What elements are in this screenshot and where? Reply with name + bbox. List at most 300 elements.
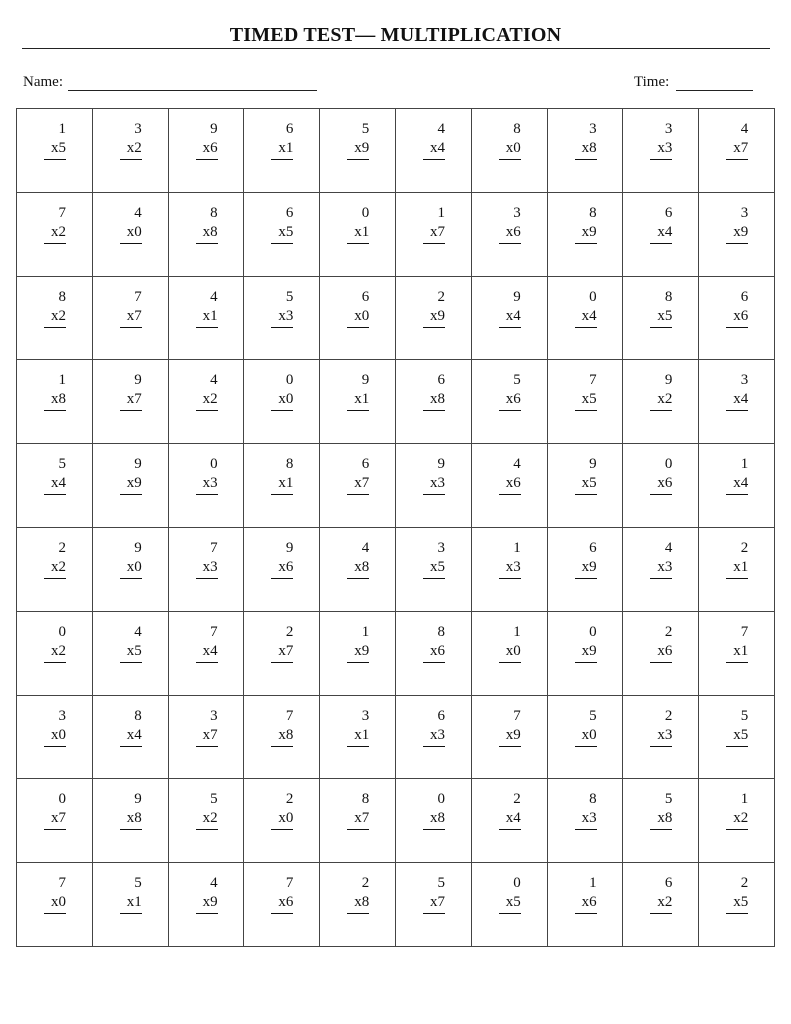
multiplier: x0 [499, 642, 521, 663]
multiplication-problem [499, 371, 521, 411]
multiplication-problem [44, 204, 66, 244]
multiplication-problem [423, 707, 445, 747]
problem-cell[interactable] [169, 444, 245, 528]
multiplicand: 4 [437, 121, 445, 137]
multiplication-problem [347, 707, 369, 747]
multiplication-problem [44, 790, 66, 830]
multiplier: x7 [423, 893, 445, 914]
multiplicand: 6 [437, 707, 445, 724]
multiplicand: 1 [513, 540, 521, 556]
multiplicand: 3 [589, 121, 597, 137]
multiplier: x4 [44, 474, 66, 495]
multiplication-problem [423, 120, 445, 160]
multiplier: x5 [499, 893, 521, 914]
multiplier: x4 [120, 726, 142, 747]
problem-cell[interactable] [623, 444, 699, 528]
multiplier: x3 [650, 139, 672, 160]
multiplier: x4 [575, 307, 597, 328]
multiplicand: 0 [58, 623, 66, 640]
problem-cell[interactable] [93, 360, 169, 444]
problem-cell[interactable] [93, 696, 169, 780]
multiplicand: 0 [664, 456, 673, 473]
problem-cell[interactable] [320, 109, 396, 193]
multiplier: x0 [120, 558, 142, 579]
multiplication-problem [575, 120, 597, 160]
multiplication-problem [726, 120, 748, 160]
multiplicand: 7 [58, 875, 66, 892]
multiplicand: 0 [589, 288, 597, 305]
multiplication-problem [196, 120, 218, 160]
problem-cell[interactable] [472, 696, 548, 780]
multiplicand: 9 [134, 372, 142, 389]
multiplier: x2 [650, 390, 672, 411]
multiplication-problem [650, 623, 672, 663]
multiplicand: 0 [437, 791, 445, 808]
problem-cell[interactable] [93, 193, 169, 277]
multiplier: x6 [726, 307, 748, 328]
multiplier: x5 [575, 474, 597, 495]
problem-cell[interactable] [244, 444, 320, 528]
multiplier: x6 [650, 474, 672, 495]
multiplication-problem [120, 623, 142, 663]
problem-cell[interactable] [396, 193, 472, 277]
multiplication-problem [120, 288, 142, 328]
multiplication-problem [423, 539, 445, 579]
multiplication-problem [347, 371, 369, 411]
multiplier: x0 [120, 223, 142, 244]
multiplicand: 1 [58, 121, 66, 137]
problem-cell[interactable] [244, 696, 320, 780]
multiplicand: 9 [134, 540, 142, 556]
multiplier: x8 [347, 893, 369, 914]
multiplication-problem [650, 204, 672, 244]
problem-cell[interactable] [623, 360, 699, 444]
multiplicand: 8 [361, 791, 370, 808]
problem-cell[interactable] [169, 109, 245, 193]
problem-cell[interactable] [699, 444, 775, 528]
multiplication-problem [423, 288, 445, 328]
problem-cell[interactable] [472, 528, 548, 612]
multiplicand: 5 [589, 707, 597, 724]
multiplicand: 6 [285, 204, 294, 221]
multiplication-problem [120, 539, 142, 579]
time-field[interactable] [676, 90, 753, 91]
multiplicand: 2 [664, 623, 673, 640]
problem-cell[interactable] [17, 360, 93, 444]
problem-cell[interactable] [17, 109, 93, 193]
multiplication-problem [196, 790, 218, 830]
problem-cell[interactable] [548, 360, 624, 444]
problem-cell[interactable] [320, 444, 396, 528]
multiplicand: 7 [134, 288, 142, 305]
multiplication-problem [650, 371, 672, 411]
multiplicand: 0 [210, 456, 218, 473]
problem-cell[interactable] [396, 360, 472, 444]
problem-cell[interactable] [396, 277, 472, 361]
multiplier: x1 [196, 307, 218, 328]
multiplication-problem [271, 874, 293, 914]
multiplicand: 7 [513, 707, 521, 724]
multiplicand: 4 [134, 204, 142, 221]
problem-cell[interactable] [244, 109, 320, 193]
problem-cell[interactable] [169, 360, 245, 444]
multiplication-problem [347, 120, 369, 160]
problem-cell[interactable] [396, 528, 472, 612]
multiplicand: 8 [589, 791, 597, 808]
problem-cell[interactable] [93, 277, 169, 361]
multiplicand: 1 [740, 456, 749, 473]
multiplier: x5 [575, 390, 597, 411]
problem-cell[interactable] [623, 612, 699, 696]
multiplicand: 2 [285, 791, 294, 808]
multiplier: x9 [575, 223, 597, 244]
multiplicand: 3 [210, 707, 218, 724]
multiplier: x4 [726, 390, 748, 411]
multiplication-problem [271, 288, 293, 328]
multiplicand: 0 [58, 791, 66, 808]
multiplier: x6 [650, 642, 672, 663]
multiplication-problem [44, 288, 66, 328]
problem-cell[interactable] [17, 779, 93, 863]
problem-cell[interactable] [169, 277, 245, 361]
problem-cell[interactable] [244, 277, 320, 361]
problem-cell[interactable] [699, 193, 775, 277]
multiplication-problem [575, 539, 597, 579]
multiplication-problem [271, 623, 293, 663]
multiplication-problem [499, 707, 521, 747]
multiplicand: 9 [437, 456, 445, 473]
problem-cell[interactable] [548, 863, 624, 947]
multiplier: x6 [499, 390, 521, 411]
problem-cell[interactable] [548, 696, 624, 780]
multiplier: x7 [423, 223, 445, 244]
problem-cell[interactable] [93, 109, 169, 193]
multiplication-problem [575, 623, 597, 663]
problem-cell[interactable] [93, 612, 169, 696]
multiplicand: 9 [589, 456, 597, 473]
problem-cell[interactable] [396, 612, 472, 696]
multiplication-problem [650, 288, 672, 328]
multiplication-problem [44, 455, 66, 495]
multiplicand: 4 [513, 456, 521, 473]
problem-cell[interactable] [320, 528, 396, 612]
multiplier: x3 [499, 558, 521, 579]
multiplier: x1 [271, 474, 293, 495]
multiplication-problem [726, 539, 748, 579]
multiplicand: 2 [361, 875, 370, 892]
problem-cell[interactable] [548, 779, 624, 863]
problem-cell[interactable] [244, 863, 320, 947]
problem-cell[interactable] [244, 360, 320, 444]
multiplicand: 3 [740, 372, 749, 389]
problem-cell[interactable] [472, 109, 548, 193]
multiplicand: 7 [210, 623, 218, 640]
multiplier: x4 [726, 474, 748, 495]
problem-cell[interactable] [320, 360, 396, 444]
problem-cell[interactable] [472, 444, 548, 528]
multiplication-problem [575, 455, 597, 495]
problem-cell[interactable] [244, 779, 320, 863]
problem-cell[interactable] [699, 360, 775, 444]
problem-cell[interactable] [244, 528, 320, 612]
multiplier: x0 [575, 726, 597, 747]
multiplicand: 6 [361, 456, 370, 473]
problem-cell[interactable] [320, 779, 396, 863]
multiplication-problem [726, 874, 748, 914]
multiplier: x1 [347, 223, 369, 244]
problem-cell[interactable] [623, 277, 699, 361]
multiplicand: 8 [285, 456, 294, 473]
multiplication-problem [347, 623, 369, 663]
multiplicand: 6 [285, 121, 294, 137]
multiplication-problem [44, 371, 66, 411]
problem-cell[interactable] [472, 277, 548, 361]
problem-cell[interactable] [169, 612, 245, 696]
multiplier: x1 [726, 642, 748, 663]
multiplication-problem [726, 371, 748, 411]
multiplier: x8 [650, 809, 672, 830]
multiplier: x5 [726, 726, 748, 747]
multiplication-problem [650, 120, 672, 160]
multiplication-problem [120, 790, 142, 830]
multiplicand: 8 [210, 204, 218, 221]
problem-cell[interactable] [93, 528, 169, 612]
problem-cell[interactable] [169, 193, 245, 277]
multiplier: x2 [44, 642, 66, 663]
problem-cell[interactable] [623, 528, 699, 612]
multiplier: x3 [271, 307, 293, 328]
problem-cell[interactable] [320, 277, 396, 361]
problem-cell[interactable] [320, 612, 396, 696]
multiplicand: 5 [361, 121, 370, 137]
multiplicand: 4 [210, 372, 218, 389]
problem-cell[interactable] [472, 779, 548, 863]
multiplier: x8 [423, 809, 445, 830]
problem-cell[interactable] [699, 696, 775, 780]
name-label: Name: [23, 74, 63, 90]
multiplication-problem [44, 120, 66, 160]
multiplicand: 2 [513, 791, 521, 808]
multiplicand: 1 [589, 875, 597, 892]
problem-cell[interactable] [699, 528, 775, 612]
multiplier: x8 [120, 809, 142, 830]
multiplier: x7 [726, 139, 748, 160]
problem-cell[interactable] [93, 863, 169, 947]
name-field[interactable] [68, 90, 317, 91]
multiplication-problem [650, 707, 672, 747]
multiplicand: 7 [285, 707, 294, 724]
multiplication-problem [499, 120, 521, 160]
multiplication-problem [271, 707, 293, 747]
problem-cell[interactable] [472, 863, 548, 947]
multiplier: x8 [271, 726, 293, 747]
multiplier: x1 [726, 558, 748, 579]
problem-cell[interactable] [623, 863, 699, 947]
problem-cell[interactable] [17, 444, 93, 528]
multiplicand: 4 [664, 540, 673, 556]
multiplicand: 6 [437, 372, 445, 389]
problem-cell[interactable] [396, 444, 472, 528]
problem-cell[interactable] [699, 779, 775, 863]
multiplier: x7 [120, 307, 142, 328]
multiplicand: 7 [210, 540, 218, 556]
multiplicand: 6 [740, 288, 749, 305]
multiplier: x9 [347, 642, 369, 663]
problem-cell[interactable] [623, 696, 699, 780]
multiplication-problem [271, 371, 293, 411]
multiplier: x0 [44, 726, 66, 747]
multiplier: x9 [499, 726, 521, 747]
multiplication-problem [196, 455, 218, 495]
multiplicand: 6 [664, 204, 673, 221]
multiplier: x5 [271, 223, 293, 244]
problem-cell[interactable] [548, 528, 624, 612]
multiplicand: 5 [513, 372, 521, 389]
problem-cell[interactable] [623, 779, 699, 863]
multiplication-problem [575, 204, 597, 244]
problem-cell[interactable] [244, 193, 320, 277]
multiplication-problem [271, 120, 293, 160]
multiplicand: 7 [58, 204, 66, 221]
multiplicand: 1 [437, 204, 445, 221]
problem-cell[interactable] [17, 193, 93, 277]
multiplicand: 0 [361, 204, 370, 221]
multiplicand: 9 [513, 288, 521, 305]
multiplication-problem [120, 455, 142, 495]
multiplier: x7 [196, 726, 218, 747]
problem-cell[interactable] [169, 779, 245, 863]
multiplier: x6 [499, 474, 521, 495]
page-title: TIMED TEST— MULTIPLICATION [229, 24, 562, 46]
problem-cell[interactable] [548, 193, 624, 277]
problem-cell[interactable] [169, 528, 245, 612]
problem-cell[interactable] [699, 612, 775, 696]
problem-cell[interactable] [548, 109, 624, 193]
multiplicand: 9 [361, 372, 370, 389]
multiplication-problem [575, 371, 597, 411]
multiplication-problem [347, 790, 369, 830]
problem-cell[interactable] [17, 863, 93, 947]
multiplication-problem [726, 455, 748, 495]
problem-cell[interactable] [396, 109, 472, 193]
multiplication-problem [196, 288, 218, 328]
problem-cell[interactable] [320, 193, 396, 277]
multiplier: x2 [726, 809, 748, 830]
problem-cell[interactable] [93, 779, 169, 863]
problem-cell[interactable] [472, 193, 548, 277]
multiplicand: 9 [134, 456, 142, 473]
multiplication-problem [650, 874, 672, 914]
problem-cell[interactable] [169, 696, 245, 780]
problem-cell[interactable] [472, 612, 548, 696]
problem-cell[interactable] [699, 277, 775, 361]
problem-cell[interactable] [623, 193, 699, 277]
problem-cell[interactable] [320, 863, 396, 947]
multiplicand: 3 [58, 707, 66, 724]
problem-cell[interactable] [396, 779, 472, 863]
problem-cell[interactable] [17, 277, 93, 361]
multiplication-problem [650, 539, 672, 579]
multiplier: x2 [44, 307, 66, 328]
problem-cell[interactable] [169, 863, 245, 947]
problem-cell[interactable] [320, 696, 396, 780]
problem-cell[interactable] [17, 696, 93, 780]
multiplicand: 0 [589, 623, 597, 640]
multiplier: x5 [650, 307, 672, 328]
multiplication-problem [44, 707, 66, 747]
multiplier: x6 [196, 139, 218, 160]
multiplicand: 8 [664, 288, 673, 305]
multiplication-problem [499, 790, 521, 830]
problem-cell[interactable] [244, 612, 320, 696]
problem-cell[interactable] [396, 696, 472, 780]
multiplication-problem [423, 874, 445, 914]
problem-cell[interactable] [699, 109, 775, 193]
multiplicand: 5 [285, 288, 294, 305]
problem-cell[interactable] [548, 612, 624, 696]
multiplicand: 2 [740, 875, 749, 892]
problem-cell[interactable] [396, 863, 472, 947]
problem-cell[interactable] [472, 360, 548, 444]
multiplication-problem [423, 455, 445, 495]
multiplicand: 2 [437, 288, 445, 305]
problem-cell[interactable] [17, 528, 93, 612]
multiplier: x0 [347, 307, 369, 328]
multiplier: x2 [650, 893, 672, 914]
multiplication-problem [347, 455, 369, 495]
multiplier: x5 [120, 642, 142, 663]
multiplicand: 1 [513, 623, 521, 640]
multiplicand: 8 [513, 121, 521, 137]
multiplier: x9 [347, 139, 369, 160]
multiplication-problem [196, 371, 218, 411]
multiplicand: 9 [664, 372, 673, 389]
problem-cell[interactable] [548, 444, 624, 528]
multiplier: x1 [271, 139, 293, 160]
multiplication-problem [575, 707, 597, 747]
multiplication-problem [271, 204, 293, 244]
multiplier: x7 [347, 809, 369, 830]
multiplication-problem [499, 539, 521, 579]
problem-cell[interactable] [17, 612, 93, 696]
multiplication-problem [120, 120, 142, 160]
multiplier: x6 [423, 642, 445, 663]
multiplicand: 3 [740, 204, 749, 221]
multiplication-problem [726, 790, 748, 830]
multiplicand: 2 [285, 623, 294, 640]
problem-cell[interactable] [699, 863, 775, 947]
problem-cell[interactable] [548, 277, 624, 361]
multiplicand: 0 [513, 875, 521, 892]
multiplicand: 5 [437, 875, 445, 892]
multiplicand: 1 [58, 372, 66, 389]
multiplier: x1 [347, 390, 369, 411]
problem-cell[interactable] [623, 109, 699, 193]
multiplicand: 1 [740, 791, 749, 808]
multiplier: x2 [196, 390, 218, 411]
problem-grid [16, 108, 775, 947]
multiplicand: 8 [58, 288, 66, 305]
multiplication-problem [499, 455, 521, 495]
title-divider [22, 48, 770, 49]
multiplicand: 3 [513, 204, 521, 221]
multiplicand: 1 [361, 623, 370, 640]
problem-cell[interactable] [93, 444, 169, 528]
multiplier: x3 [423, 726, 445, 747]
multiplication-problem [650, 790, 672, 830]
multiplicand: 6 [664, 875, 673, 892]
multiplication-problem [120, 204, 142, 244]
